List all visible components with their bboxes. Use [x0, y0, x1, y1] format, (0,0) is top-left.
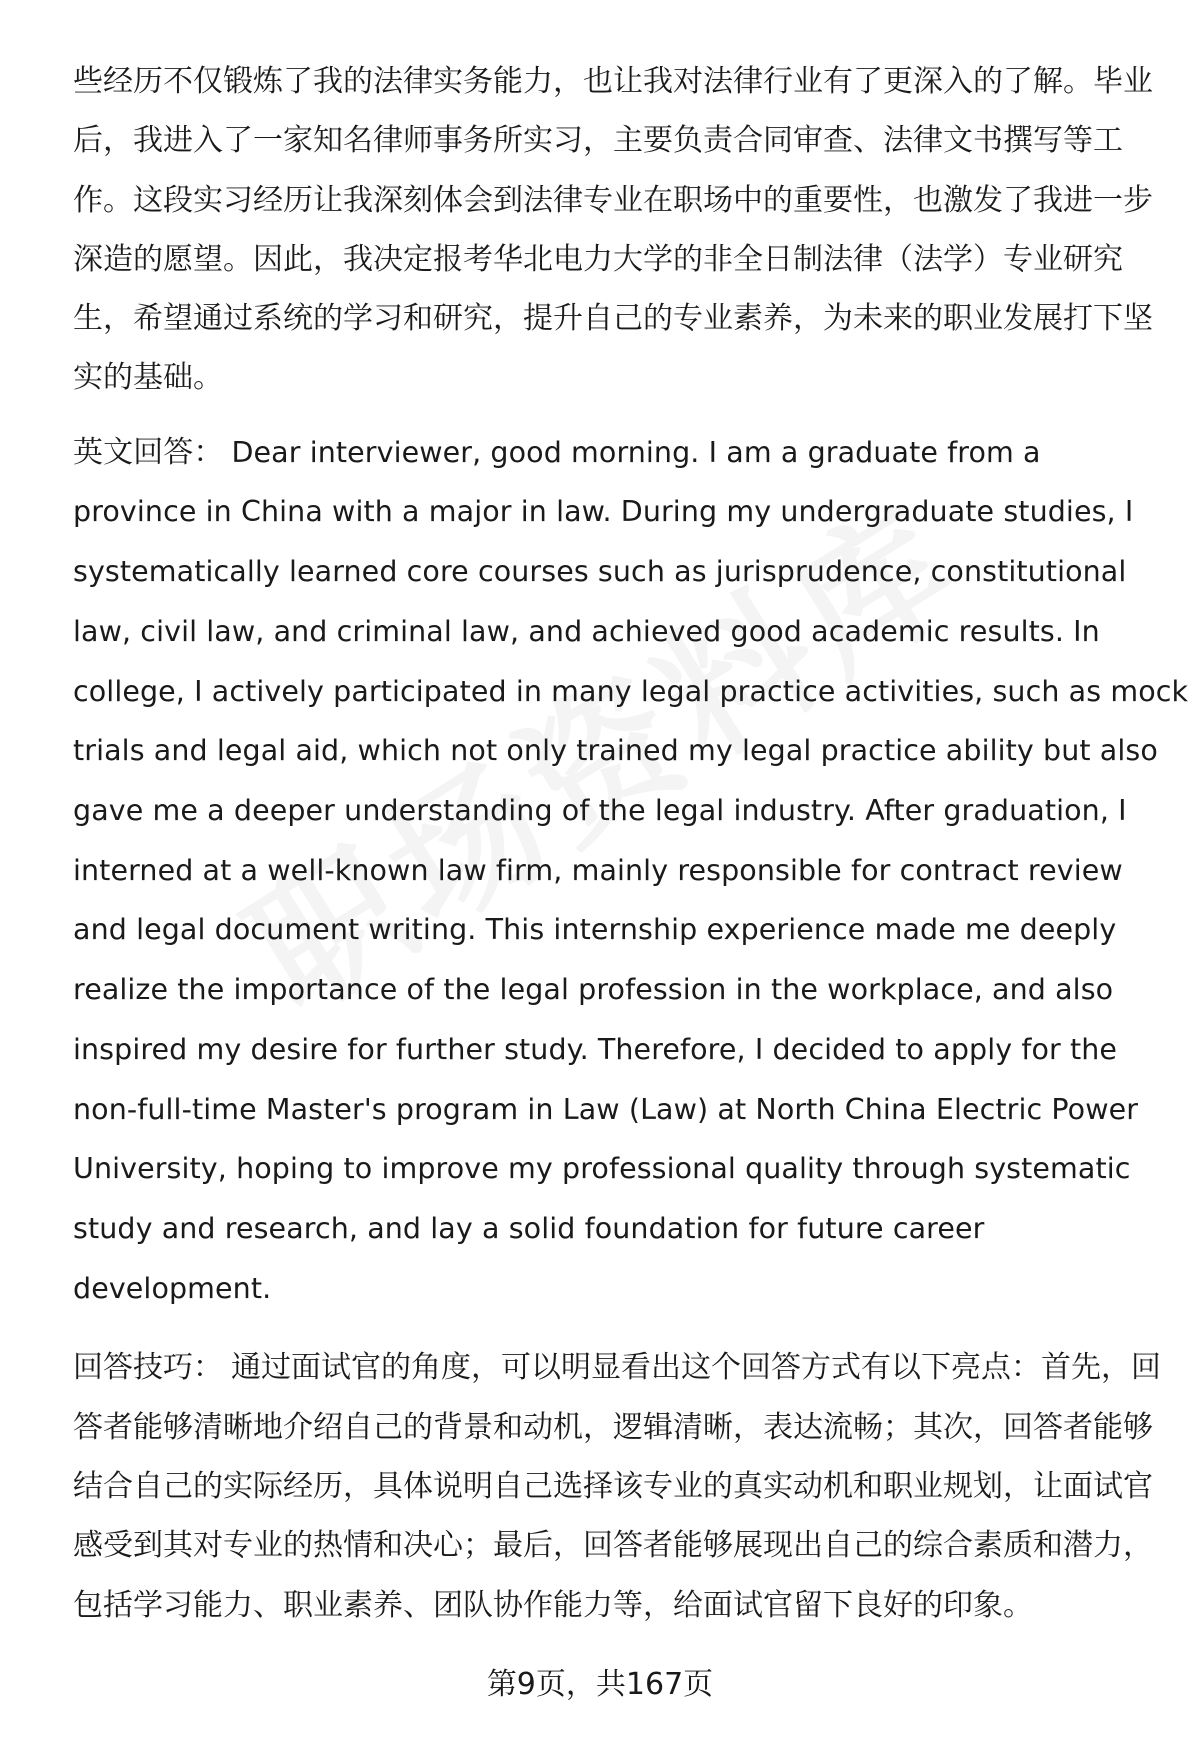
english-answer-label: 英文回答：	[73, 434, 224, 470]
text-line: 些经历不仅锻炼了我的法律实务能力，也让我对法律行业有了更深入的了解。毕业	[73, 64, 1153, 99]
text-line: interned at a well-known law firm, mainly responsible for contract review	[73, 853, 1123, 887]
text-line: study and research, and lay a solid foundation for future career	[73, 1211, 985, 1245]
intro-paragraph-zh	[73, 52, 1153, 408]
text-line: and legal document writing. This internship experience made me deeply	[73, 913, 1117, 947]
text-line	[73, 423, 1153, 483]
text-line: 结合自己的实际经历，具体说明自己选择该专业的真实动机和职业规划，让面试官	[73, 1468, 1153, 1504]
text-line-content: Dear interviewer, good morning. I am a graduate from a	[231, 435, 1041, 469]
english-answer-paragraph	[73, 423, 1189, 1319]
text-line	[73, 1338, 1161, 1397]
text-line: 包括学习能力、职业素养、团队协作能力等，给面试官留下良好的印象。	[73, 1587, 1033, 1623]
text-line: trials and legal aid, which not only trained my legal practice ability but also	[73, 734, 1158, 768]
text-line: systematically learned core courses such as jurisprudence, constitutional	[73, 555, 1127, 589]
text-line: 作。这段实习经历让我深刻体会到法律专业在职场中的重要性，也激发了我进一步	[73, 182, 1153, 218]
answer-tips-label: 回答技巧：	[73, 1350, 223, 1386]
text-line: college, I actively participated in many legal practice activities, such as mock	[73, 674, 1189, 708]
document-content	[73, 52, 1189, 1635]
text-line: University, hoping to improve my professional quality through systematic	[73, 1152, 1131, 1186]
text-line: realize the importance of the legal profession in the workplace, and also	[73, 973, 1114, 1007]
text-line: 后，我进入了一家知名律师事务所实习，主要负责合同审查、法律文书撰写等工	[73, 123, 1123, 159]
text-line: 实的基础。	[73, 360, 223, 396]
text-line: inspired my desire for further study. Therefore, I decided to apply for the	[73, 1032, 1118, 1066]
text-line: law, civil law, and criminal law, and achieved good academic results. In	[73, 614, 1100, 648]
page-number: 第9页，共167页	[486, 1667, 714, 1702]
answer-tips-paragraph	[73, 1338, 1161, 1634]
text-line-content: 通过面试官的角度，可以明显看出这个回答方式有以下亮点：首先，回	[231, 1350, 1161, 1386]
text-line: gave me a deeper understanding of the legal industry. After graduation, I	[73, 794, 1127, 827]
text-line: 生，希望通过系统的学习和研究，提升自己的专业素养，为未来的职业发展打下坚	[73, 301, 1153, 337]
text-line: province in China with a major in law. During my undergraduate studies, I	[73, 495, 1134, 529]
text-line: 感受到其对专业的热情和决心；最后，回答者能够展现出自己的综合素质和潜力，	[73, 1528, 1153, 1564]
text-line: 深造的愿望。因此，我决定报考华北电力大学的非全日制法律（法学）专业研究	[73, 241, 1123, 277]
text-line: 答者能够清晰地介绍自己的背景和动机，逻辑清晰，表达流畅；其次，回答者能够	[73, 1409, 1153, 1445]
text-line: non-full-time Master's program in Law (Law) at North China Electric Power	[73, 1092, 1139, 1126]
text-line: development.	[73, 1271, 272, 1305]
